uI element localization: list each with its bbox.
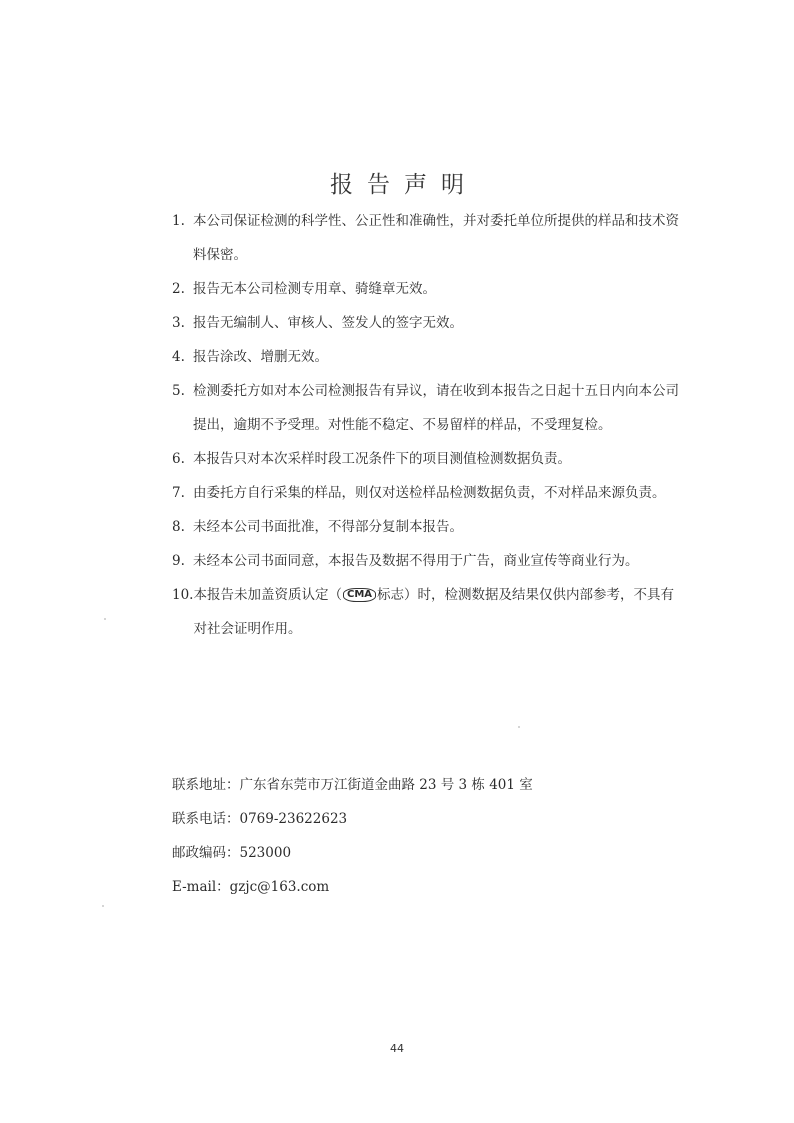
item-text: 报告无编制人、审核人、签发人的签字无效。 [193,315,463,331]
item-text: 本公司保证检测的科学性、公正性和准确性，并对委托单位所提供的样品和技术资料保密。 [193,213,679,263]
item-text: 由委托方自行采集的样品，则仅对送检样品检测数据负责，不对样品来源负责。 [193,485,666,501]
list-item [172,306,682,340]
item-number: 4. [172,349,185,365]
list-item [172,578,682,646]
list-item [172,340,682,374]
item-text: 未经本公司书面同意，本报告及数据不得用于广告，商业宣传等商业行为。 [193,553,639,569]
list-item [172,272,682,306]
item-number: 3. [172,315,185,331]
item-text: 本报告只对本次采样时段工况条件下的项目测值检测数据负责。 [193,451,571,467]
contact-postcode: 邮政编码：523000 [172,845,292,861]
list-item [172,476,682,510]
item-text: 未经本公司书面批准，不得部分复制本报告。 [193,519,463,535]
item-number: 5. [172,383,185,399]
list-item [172,544,682,578]
contact-phone: 联系电话：0769-23622623 [172,811,348,827]
item-number: 1. [172,213,185,229]
item-number: 7. [172,485,185,501]
item-number: 6. [172,451,185,467]
item-text-after: 标志）时，检测数据及结果仅供内部参考，不具有对社会证明作用。 [193,587,675,637]
list-item [172,374,682,442]
item-text-before: 本报告未加盖资质认定（ [193,587,342,603]
item-text [193,578,682,646]
item-text: 报告无本公司检测专用章、骑缝章无效。 [193,281,436,297]
item-number: 9. [172,553,185,569]
item-number: 2. [172,281,185,297]
statement-list [172,204,682,646]
scan-speck [518,726,520,728]
contact-block [172,768,672,904]
page-number: 44 [390,1042,404,1055]
contact-address: 联系地址：广东省东莞市万江街道金曲路 23 号 3 栋 401 室 [172,777,533,793]
scan-speck [102,905,104,907]
item-number: 10. [172,587,194,603]
list-item [172,442,682,476]
item-number: 8. [172,519,185,535]
cma-mark-icon: CMA [343,588,376,602]
item-text: 报告涂改、增删无效。 [193,349,328,365]
item-text: 检测委托方如对本公司检测报告有异议，请在收到本报告之日起十五日内向本公司提出，逾期不予受理。对性能不稳定、不易留样的样品，不受理复检。 [193,383,679,433]
page-title: 报告声明 [330,172,478,198]
scan-speck [104,618,106,620]
contact-email: E-mail：gzjc@163.com [172,879,330,895]
list-item [172,204,682,272]
list-item [172,510,682,544]
